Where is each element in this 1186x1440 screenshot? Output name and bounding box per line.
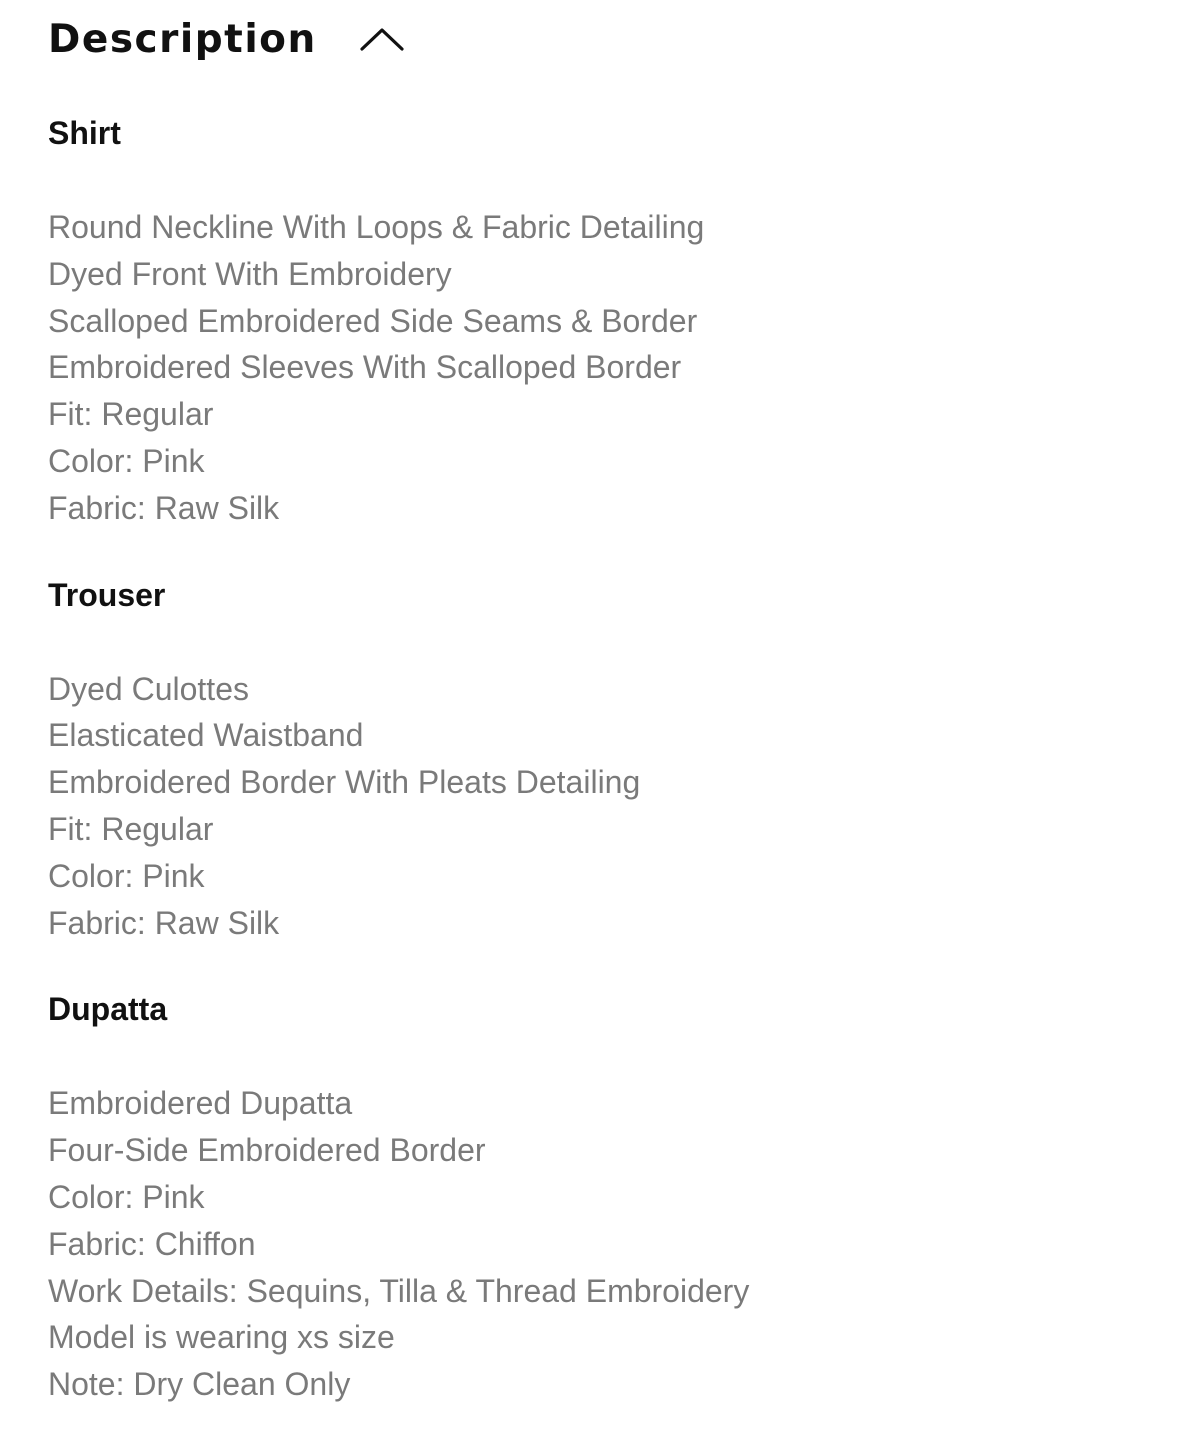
list-item: Work Details: Sequins, Tilla & Thread Embroidery <box>48 1272 750 1309</box>
chevron-up-icon[interactable] <box>359 25 405 55</box>
dupatta-details-list <box>48 1080 1148 1408</box>
section-title-trouser: Trouser <box>48 576 166 613</box>
list-item: Fabric: Chiffon <box>48 1225 256 1262</box>
list-item: Embroidered Sleeves With Scalloped Border <box>48 349 682 386</box>
list-item: Fabric: Raw Silk <box>48 489 280 526</box>
list-item: Fit: Regular <box>48 810 214 847</box>
list-item: Embroidered Border With Pleats Detailing <box>48 764 641 801</box>
list-item: Model is wearing xs size <box>48 1319 395 1356</box>
list-item: Round Neckline With Loops & Fabric Detailing <box>48 209 705 245</box>
list-item: Fabric: Raw Silk <box>48 904 280 941</box>
description-accordion-toggle[interactable] <box>48 14 405 66</box>
list-item: Color: Pink <box>48 857 205 894</box>
list-item: Color: Pink <box>48 1178 205 1215</box>
list-item: Elasticated Waistband <box>48 717 364 754</box>
section-title-shirt: Shirt <box>48 115 121 151</box>
list-item: Scalloped Embroidered Side Seams & Border <box>48 302 698 339</box>
section-dupatta <box>48 986 1148 1408</box>
list-item: Four-Side Embroidered Border <box>48 1132 486 1169</box>
list-item: Dyed Front With Embroidery <box>48 255 452 292</box>
list-item: Dyed Culottes <box>48 670 249 707</box>
trouser-details-list <box>48 666 1148 947</box>
section-title-dupatta: Dupatta <box>48 991 168 1028</box>
section-trouser <box>48 572 1148 947</box>
description-content <box>48 110 1148 1408</box>
description-title: Description <box>48 17 317 62</box>
list-item: Color: Pink <box>48 442 205 479</box>
list-item: Embroidered Dupatta <box>48 1085 353 1122</box>
section-shirt <box>48 110 1148 532</box>
shirt-details-list <box>48 204 1148 532</box>
list-item: Fit: Regular <box>48 396 214 433</box>
list-item: Note: Dry Clean Only <box>48 1366 351 1403</box>
